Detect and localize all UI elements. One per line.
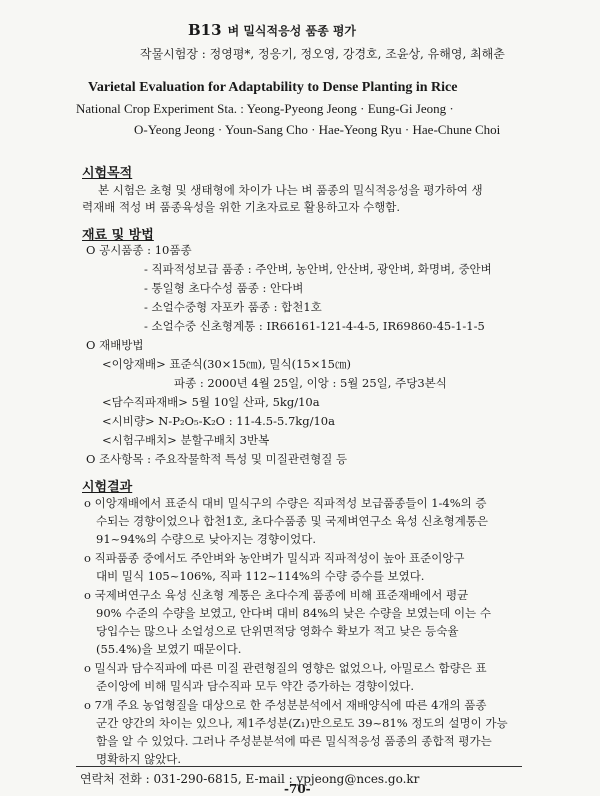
methods-line: - 소얼수중 신초형계통 : IR66161-121-4-4-5, IR69860-45-1-1-5 [144, 319, 485, 333]
methods-line: <시험구배치> 분할구배치 3반복 [102, 433, 270, 447]
korean-title: 벼 밀식적응성 품종 평가 [227, 24, 357, 38]
results-line: 함을 알 수 있었다. 그러나 주성분분석에 따른 밀식적응성 품종의 종합적 평가는 [96, 734, 492, 748]
purpose-heading: 시험목적 [82, 166, 133, 181]
results-line: o 국제벼연구소 육성 신초형 계통은 초다수계 품종에 비해 표준재배에서 평균 [84, 588, 469, 602]
title-row [188, 20, 356, 39]
methods-line: <담수직파재배> 5월 10일 산파, 5kg/10a [102, 395, 320, 409]
results-line: 대비 밀식 105~106%, 직파 112~114%의 수량 증수를 보였다. [96, 569, 425, 583]
methods-line: O 재배방법 [86, 338, 144, 352]
results-heading: 시험결과 [82, 480, 133, 495]
results-line: (55.4%)을 보였기 때문이다. [96, 642, 242, 656]
results-line: 수되는 경향이었으나 합천1호, 초다수품종 및 국제벼연구소 육성 신초형계통은 [96, 514, 489, 528]
results-line: 준이앙에 비해 밀식과 담수직파 모두 약간 증가하는 경향이었다. [96, 679, 415, 693]
results-line: 당입수는 많으나 소얼성으로 단위면적당 영화수 확보가 적고 낮은 등숙율 [96, 624, 459, 638]
authors-names: 정영평*, 정응기, 정오영, 강경호, 조윤상, 유해영, 최해춘 [209, 47, 505, 61]
korean-authors [140, 45, 505, 62]
results-line: 군간 양간의 차이는 있으나, 제1주성분(Z₁)만으로도 39~81% 정도의 설명이 가능 [96, 716, 508, 730]
methods-line: 파종 : 2000년 4월 25일, 이앙 : 5월 25일, 주당3본식 [174, 376, 447, 390]
methods-heading: 재료 및 방법 [82, 228, 154, 243]
english-title: Varietal Evaluation for Adaptability to Dense Planting in Rice [88, 80, 458, 95]
methods-line: <이앙재배> 표준식(30×15㎝), 밀식(15×15㎝) [102, 357, 351, 371]
footer-divider [76, 766, 522, 767]
authors-label: 작물시험장 : [140, 47, 210, 61]
english-authors-line-1: National Crop Experiment Sta. : Yeong-Pyeong Jeong · Eung-Gi Jeong · [76, 101, 454, 116]
results-line: o 밀식과 담수직파에 따른 미질 관련형질의 영향은 없었으나, 아밀로스 함량은 표 [84, 661, 487, 675]
purpose-line: 본 시험은 초형 및 생태형에 차이가 나는 벼 품종의 밀식적응성을 평가하여 생 [98, 183, 483, 197]
methods-line: - 직파적성보급 품종 : 주안벼, 농안벼, 안산벼, 광안벼, 화명벼, 중안벼 [144, 262, 492, 276]
methods-line: O 조사항목 : 주요작물학적 특성 및 미질관련형질 등 [86, 452, 348, 466]
results-line: 명확하지 않았다. [96, 752, 182, 766]
abstract-code: B13 [188, 21, 222, 39]
purpose-line: 력재배 적성 벼 품종육성을 위한 기초자료로 활용하고자 수행함. [82, 200, 401, 214]
methods-line: - 통일형 초다수성 품종 : 안다벼 [144, 281, 304, 295]
methods-line: - 소얼수중형 자포카 품종 : 합천1호 [144, 300, 322, 314]
english-authors-line-2: O-Yeong Jeong · Youn-Sang Cho · Hae-Yeong Ryu · Hae-Chune Choi [134, 122, 501, 137]
results-line: o 직파품종 중에서도 주안벼와 농안벼가 밀식과 직파적성이 높아 표준이앙구 [84, 551, 465, 565]
results-line: 90% 수준의 수량을 보였고, 안다벼 대비 84%의 낮은 수량을 보였는데 이는 수 [96, 606, 491, 620]
results-line: o 이앙재배에서 표준식 대비 밀식구의 수량은 직파적성 보급품종들이 1-4%의 증 [84, 496, 487, 510]
contact-info: 연락처 전화 : 031-290-6815, E-mail : ypjeong@nces.go.kr [80, 772, 420, 786]
results-line: o 7개 주요 농업형질을 대상으로 한 주성분분석에서 재배양식에 따른 4개의 품종 [84, 698, 487, 712]
methods-line: O 공시품종 : 10품종 [86, 243, 192, 257]
methods-line: <시비량> N-P₂O₅-K₂O : 11-4.5-5.7kg/10a [102, 414, 335, 428]
results-line: 91~94%의 수량으로 낮아지는 경향이었다. [96, 532, 316, 546]
page-number: -70- [284, 782, 311, 796]
